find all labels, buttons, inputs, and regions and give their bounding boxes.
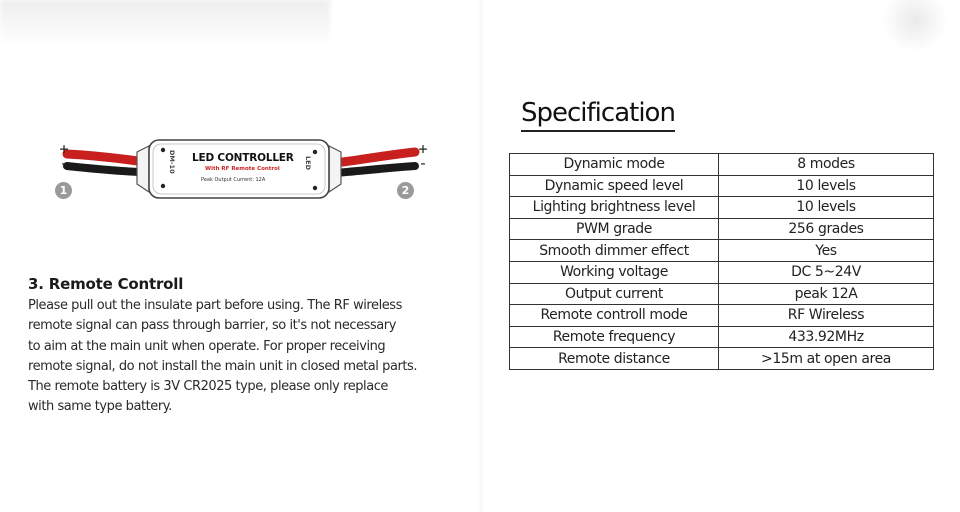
table-row bbox=[510, 326, 934, 348]
instruction-line: remote signal can pass through barrier, so it's not necessary bbox=[28, 318, 396, 334]
table-row bbox=[510, 175, 934, 197]
spec-label: PWM grade bbox=[510, 218, 719, 240]
table-row bbox=[510, 261, 934, 283]
spec-value: 8 modes bbox=[719, 154, 934, 176]
spec-value: 10 levels bbox=[719, 197, 934, 219]
instruction-line: remote signal, do not install the main unit in closed metal parts. bbox=[28, 358, 418, 374]
table-row bbox=[510, 154, 934, 176]
left-polarity-plus: + bbox=[59, 140, 69, 158]
table-row bbox=[510, 218, 934, 240]
page-fold bbox=[478, 0, 484, 512]
port-1-badge: 1 bbox=[55, 182, 72, 199]
spec-value: 10 levels bbox=[719, 175, 934, 197]
controller-subtitle: With RF Remote Control bbox=[205, 166, 280, 172]
led-output-label: LED bbox=[304, 156, 312, 170]
table-row bbox=[510, 197, 934, 219]
spec-label: Output current bbox=[510, 283, 719, 305]
spec-label: Remote distance bbox=[510, 348, 719, 370]
table-row bbox=[510, 283, 934, 305]
spec-label: Dynamic speed level bbox=[510, 175, 719, 197]
spec-label: Dynamic mode bbox=[510, 154, 719, 176]
controller-title: LED CONTROLLER bbox=[192, 152, 294, 164]
spec-value: >15m at open area bbox=[719, 348, 934, 370]
table-row bbox=[510, 305, 934, 327]
table-row bbox=[510, 348, 934, 370]
specification-heading: Specification bbox=[521, 98, 675, 132]
instruction-line: with same type battery. bbox=[28, 399, 172, 415]
corner-smudge bbox=[880, 0, 950, 50]
controller-diagram bbox=[45, 130, 445, 210]
controller-peak-current: Peak Output Current: 12A bbox=[201, 177, 266, 183]
spec-label: Smooth dimmer effect bbox=[510, 240, 719, 262]
instruction-line: Please pull out the insulate part before using. The RF wireless bbox=[28, 298, 402, 313]
spec-value: 433.92MHz bbox=[719, 326, 934, 348]
scan-smudge bbox=[0, 0, 330, 46]
instruction-line: to aim at the main unit when operate. For proper receiving bbox=[28, 338, 386, 354]
spec-value: DC 5~24V bbox=[719, 261, 934, 283]
model-code-label: DM-10 bbox=[168, 150, 176, 174]
spec-label: Working voltage bbox=[510, 261, 719, 283]
specification-table bbox=[509, 153, 934, 370]
right-polarity-minus: - bbox=[418, 154, 428, 172]
spec-label: Remote frequency bbox=[510, 326, 719, 348]
instruction-line: The remote battery is 3V CR2025 type, please only replace bbox=[28, 379, 388, 395]
spec-label: Remote controll mode bbox=[510, 305, 719, 327]
spec-value: Yes bbox=[719, 240, 934, 262]
spec-value: peak 12A bbox=[719, 283, 934, 305]
spec-value: 256 grades bbox=[719, 218, 934, 240]
remote-instructions bbox=[28, 296, 417, 418]
table-row bbox=[510, 240, 934, 262]
remote-section-title: 3. Remote Controll bbox=[28, 275, 184, 293]
spec-label: Lighting brightness level bbox=[510, 197, 719, 219]
right-polarity-plus: + bbox=[418, 140, 428, 158]
spec-value: RF Wireless bbox=[719, 305, 934, 327]
port-2-badge: 2 bbox=[397, 182, 414, 199]
left-polarity-minus: - bbox=[59, 154, 69, 172]
